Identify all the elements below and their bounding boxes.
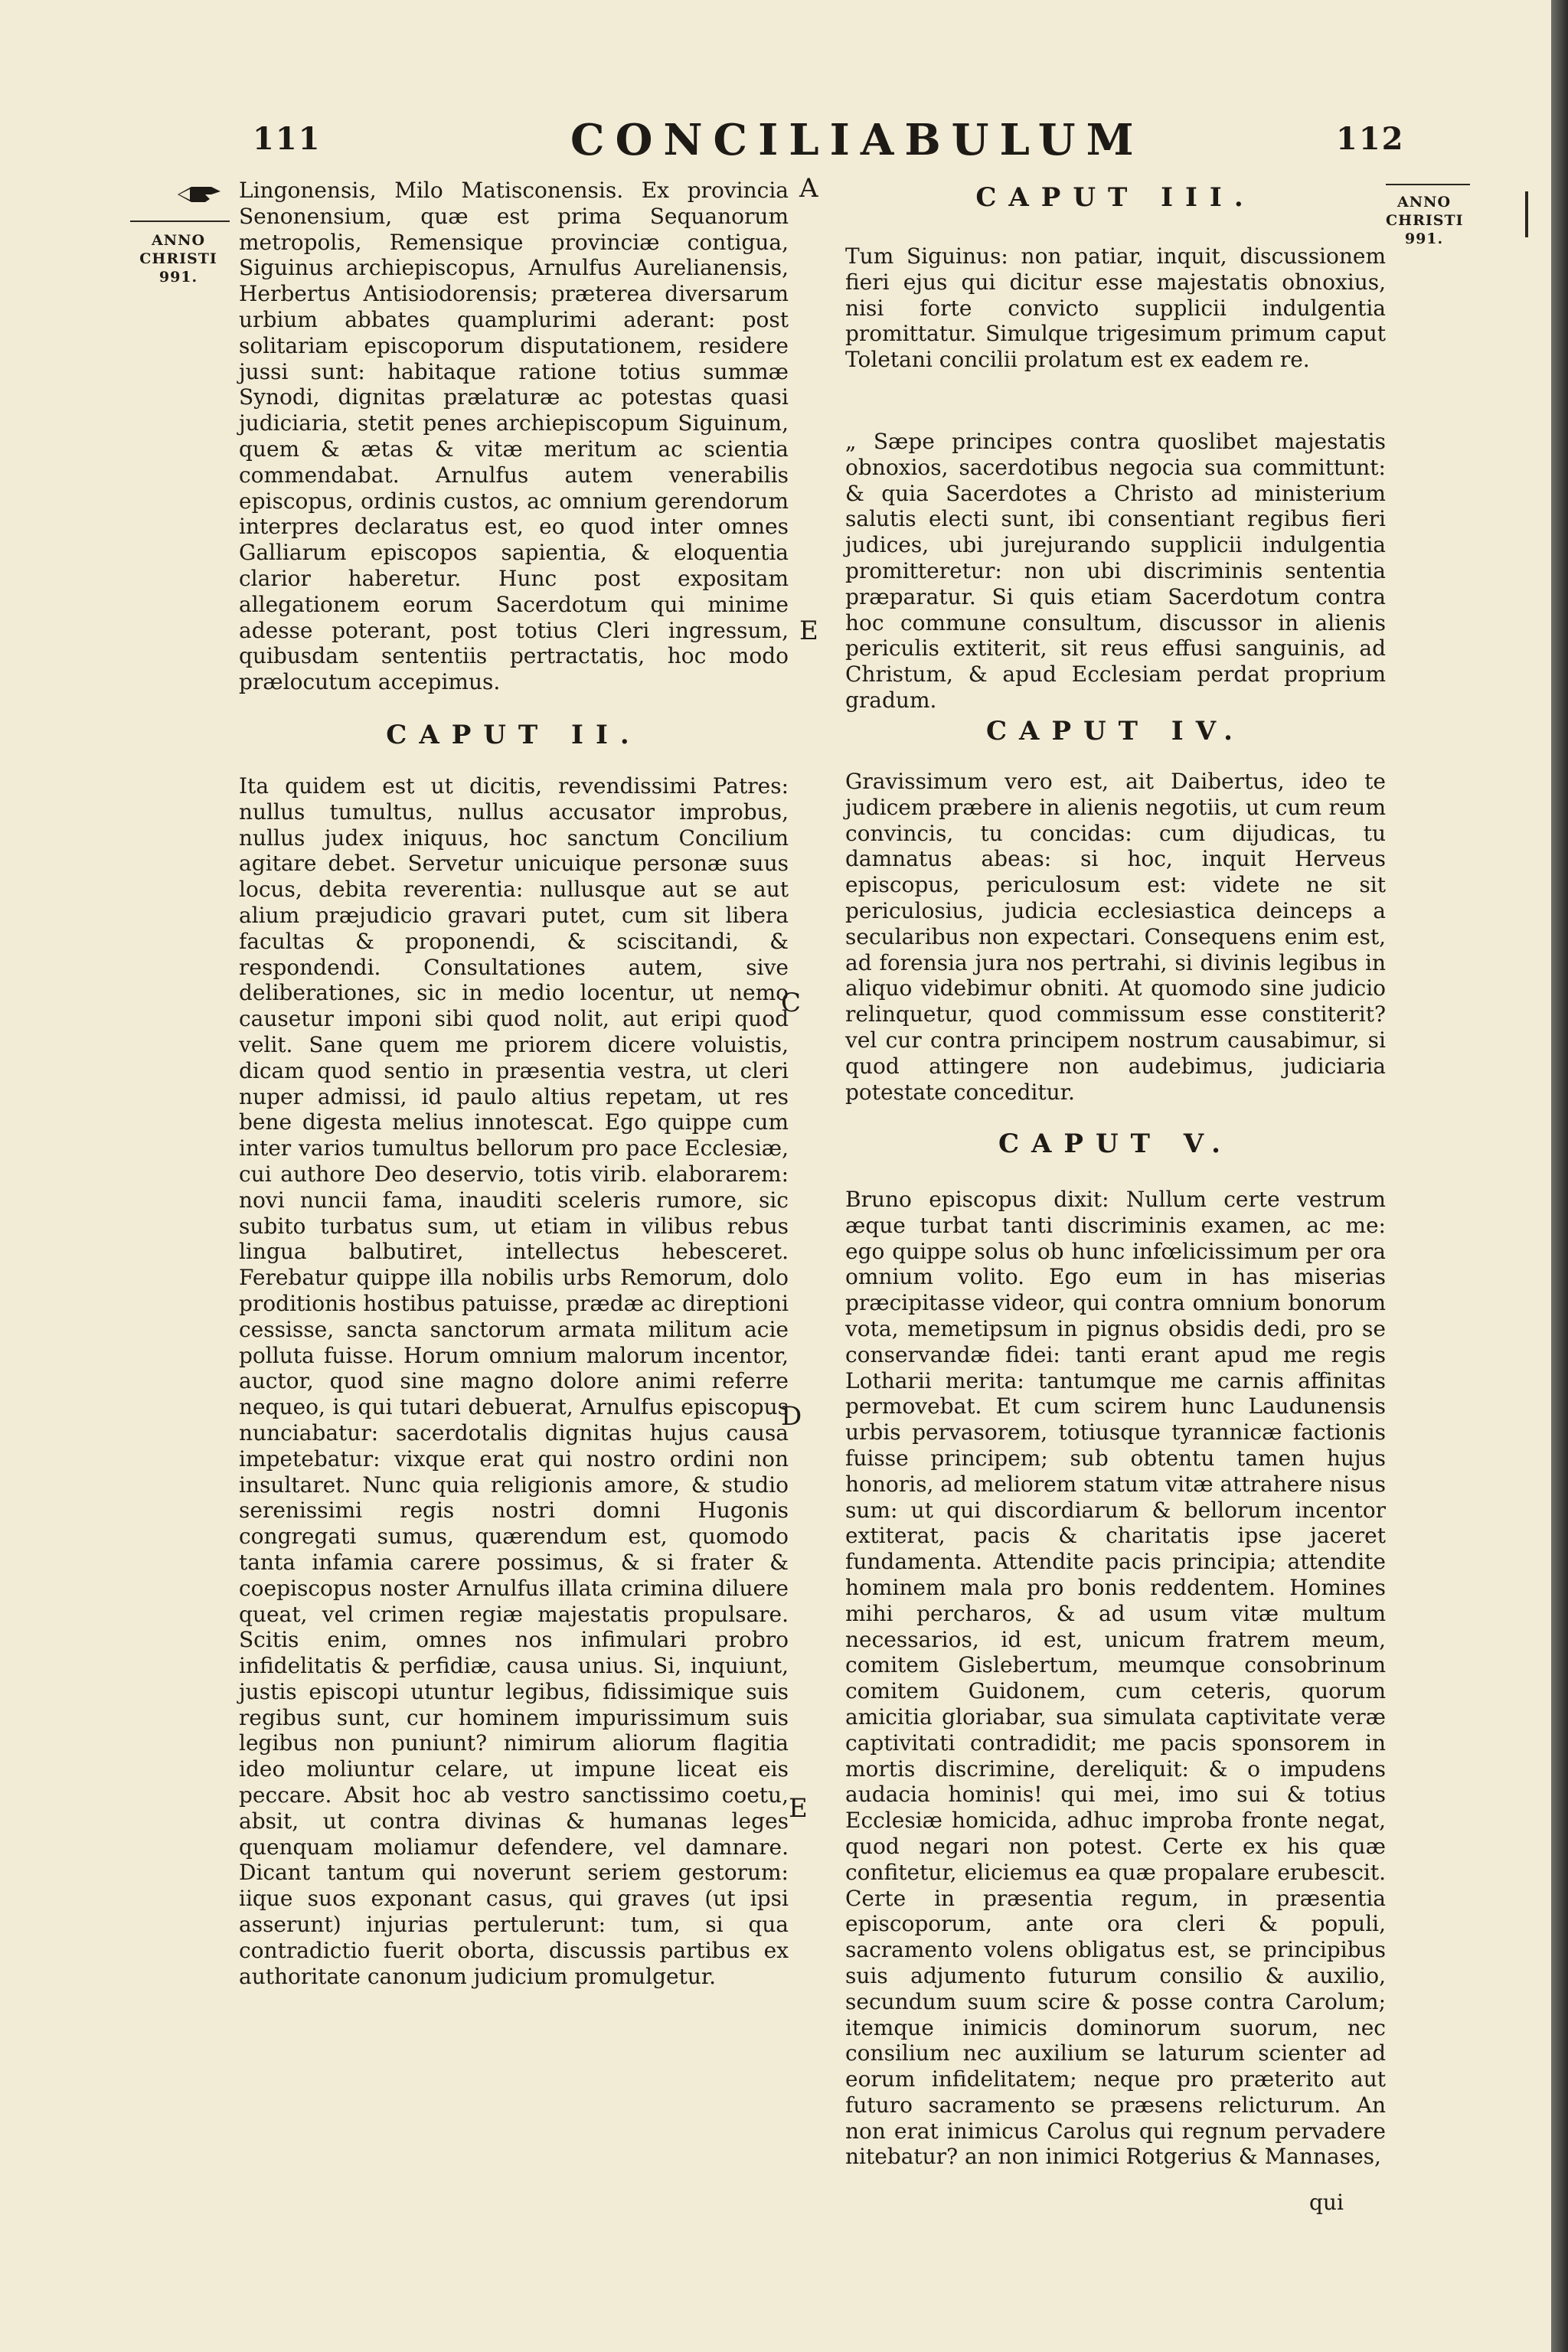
marginal-letter-c: C (781, 988, 802, 1018)
margin-note-left: ANNO CHRISTI 991. (139, 232, 217, 286)
right-column-caput-iv (845, 769, 1386, 1113)
pointing-hand-icon (175, 179, 228, 210)
right-column-caput-v (845, 1187, 1386, 2182)
caput-iii-paragraph: Tum Siguinus: non patiar, inquit, discussionem fieri ejus qui dicitur esse majestatis obnoxius, nisi forte convicto supplicii indulgentia promittatur. Simulque trigesimum primum caput Toletani concilii prolatum est ex eadem re. (845, 243, 1386, 373)
marginal-letter-d: D (781, 1401, 802, 1432)
caput-ii-paragraph: Ita quidem est ut dicitis, revendissimi Patres: nullus tumultus, nullus accusator improbus, nullus judex iniquus, hoc sanctum Concilium agitare debet. Servetur unicuique personæ suus locus, debita reverentia: nullusque aut se aut alium præjudicio gravari putet, cum sit libera facultas & proponendi, & sciscitandi, & respondendi. Consultationes autem, sive deliberationes, sic in medio locentur, ut nemo causetur imponi sibi quod nolit, aut eripi quod velit. Sane quem me priorem dicere voluistis, dicam quod sentio in præsentia vestra, ut cleri nuper admissi, id paulo altius repetam, ut res bene digesta melius innotescat. Ego quippe cum inter varios tumultus bellorum pro pace Ecclesiæ, cui authore Deo deservio, totis virib. elaborarem: novi nuncii fama, inauditi sceleris rumore, sic subito turbatus sum, ut etiam in vilibus rebus lingua balbutiret, intellectus hebesceret. Ferebatur quippe illa nobilis urbs Remorum, dolo proditionis hostibus patuisse, prædæ ac direptioni cessisse, sancta sanctorum armata militum acie polluta fuisse. Horum omnium malorum incentor, auctor, quod sine magno dolore animi referre nequeo, is qui tutari debuerat, Arnulfus episcopus nunciabatur: sacerdotalis dignitas hujus causa impetebatur: vixque erat qui nostro ordini non insultaret. Nunc quia religionis amore, & studio serenissimi regis nostri domni Hugonis congregati sumus, quærendum est, quomodo tanta infamia carere possimus, & si frater & coepiscopus noster Arnulfus illata crimina diluere queat, vel crimen regiæ majestatis propulsare. Scitis enim, omnes nos infimulari probro infidelitatis & perfidiæ, causa unius. Si, inquiunt, justis episcopi utuntur legibus, fidissimique suis regibus sunt, cur hominem impurissimum suis legibus non puniunt? nimirum aliorum flagitia ideo moliuntur celare, ut impune liceat eis peccare. Absit hoc ab vestro sanctissimo coetu, absit, ut contra divinas & humanas leges quenquam moliamur defendere, vel damnare. Dicant tantum qui noverunt seriem gestorum: iique suos exponant casus, qui graves (ut ipsi asserunt) injurias pertulerunt: tum, si qua contradictio fuerit oborta, discussis partibus ex authoritate canonum judicium promulgetur. (239, 773, 789, 1989)
margin-rule-right (1386, 184, 1470, 185)
left-column-caput-ii (239, 773, 789, 2060)
margin-note-right: ANNO CHRISTI 991. (1386, 194, 1464, 247)
toletan-quote: „ Sæpe principes contra quoslibet majestatis obnoxios, sacerdotibus negocia sua committunt: & quia Sacerdotes a Christo ad ministerium salutis electi sunt, ibi consentiant regibus fieri judices, ubi jurejurando supplicii indulgentia promitteretur: non ubi discriminis sententia præparatur. Si quis etiam Sacerdotum contra hoc commune consultum, discussor in alienis periculis extiterit, sit reus effusi sanguinis, ad Christum, & apud Ecclesiam perdat proprium gradum. (845, 429, 1386, 713)
left-column-intro (239, 178, 789, 695)
caput-v-paragraph: Bruno episcopus dixit: Nullum certe vestrum æque turbat tanti discriminis examen, ac me: ego quippe solus ob hunc infœlicissimum per ora omnium volito. Ego eum in has miserias præcipitasse videor, qui contra omnium bonorum vota, memetipsum in pignus obsidis dedi, pro se conservandæ fidei: tanti erant apud me regis Lotharii merita: tantumque me carnis affinitas permovebat. Et cum scirem hunc Laudunensis urbis pervasorem, totiusque tyrannicæ factionis fuisse principem; sub obtentu tamen hujus honoris, ad meliorem statum vitæ attrahere nisus sum: ut qui discordiarum & bellorum incentor extiterat, pacis & charitatis ipse jaceret fundamenta. Attendite pacis principia; attendite hominem mala pro bonis reddentem. Homines mihi percharos, & ad usum vitæ multum necessarios, id est, unicum fratrem meum, comitem Gislebertum, meumque consobrinum comitem Guidonem, cum ceteris, quorum amicitia gloriabar, sua simulata captivitate veræ captivitati contradidit; me pacis sponsorem in mortis discrimine, dereliquit: & o impudens audacia hominis! qui mei, imo sui & totius Ecclesiæ homicida, adhuc improba fronte negat, quod negari non potest. Certe ex his quæ confitetur, eliciemus ea quæ propalare erubescit. Certe in præsentia regum, in præsentia episcoporum, ante ora cleri & populi, sacramento volens obligatus est, se principibus suis adjumento futurum consilio & auxilio, secundum suum scire & posse contra Carolum; itemque inimicis dominorum suorum, nec consilium nec auxilium se laturum scienter ad eorum infidelitatem; neque pro præterito aut futuro sacramento se præsens relicturum. An non erat inimicus Carolus qui regnum pervadere nitebatur? an non inimici Rotgerius & Mannases, (845, 1187, 1386, 2170)
intro-paragraph: Lingonensis, Milo Matisconensis. Ex provincia Senonensium, quæ est prima Sequanorum metropolis, Remensique provinciæ contigua, Siguinus archiepiscopus, Arnulfus Aurelianensis, Herbertus Antisiodorensis; præterea diversarum urbium abbates quamplurimi aderant: post solitariam episcoporum disputationem, residere jussi sunt: habitaque ratione totius summæ Synodi, dignitas prælaturæ ac potestas quasi judiciaria, stetit penes archiepiscopum Siguinum, quem & ætas & vitæ meritum ac scientia commendabat. Arnulfus autem venerabilis episcopus, ordinis custos, ac omnium gerendorum interpres declaratus est, eo quod inter omnes Galliarum episcopos sapientia, & eloquentia clarior haberetur. Hunc post expositam allegationem eorum Sacerdotum qui minime adesse poterant, post totius Cleri ingressum, quibusdam sententiis pertractatis, hoc modo prælocutum accepimus. (239, 178, 789, 695)
marginal-letter-e-top: E (799, 616, 818, 646)
page-number-right: 112 (1336, 121, 1405, 157)
marginal-letter-a: A (799, 173, 818, 204)
catchword: qui (1309, 2190, 1344, 2215)
right-column-caput-iii (845, 243, 1386, 374)
caput-iv-heading: CAPUT IV. (986, 716, 1245, 746)
running-title: CONCILIABULUM (570, 115, 1145, 165)
caput-iii-heading: CAPUT III. (975, 182, 1256, 213)
caput-iv-paragraph: Gravissimum vero est, ait Daibertus, ideo te judicem præbere in alienis negotiis, ut cum reum convincis, tu concidas: cum dijudicas, tu damnatus abeas: si hoc, inquit Herveus episcopus, periculosum est: videte ne sit periculosius, judicia ecclesiastica deinceps a secularibus non expectari. Consequens enim est, ad forensia jura nos pertrahi, si divinis legibus in aliquo videbimur obniti. At quomodo sine judicio relinquetur, quod commissum esse constiterit? vel cur contra principem nostrum causabimur, si quod attingere non audebimus, judiciaria potestate conceditur. (845, 769, 1386, 1105)
margin-rule-left (130, 220, 230, 222)
book-spine (1551, 0, 1568, 2352)
caput-v-heading: CAPUT V. (998, 1129, 1233, 1159)
caput-ii-heading: CAPUT II. (386, 720, 642, 750)
page-number-left: 111 (253, 121, 322, 157)
edge-mark (1525, 191, 1528, 237)
right-column-quote (845, 429, 1386, 713)
marginal-letter-e-bottom: E (789, 1793, 808, 1824)
